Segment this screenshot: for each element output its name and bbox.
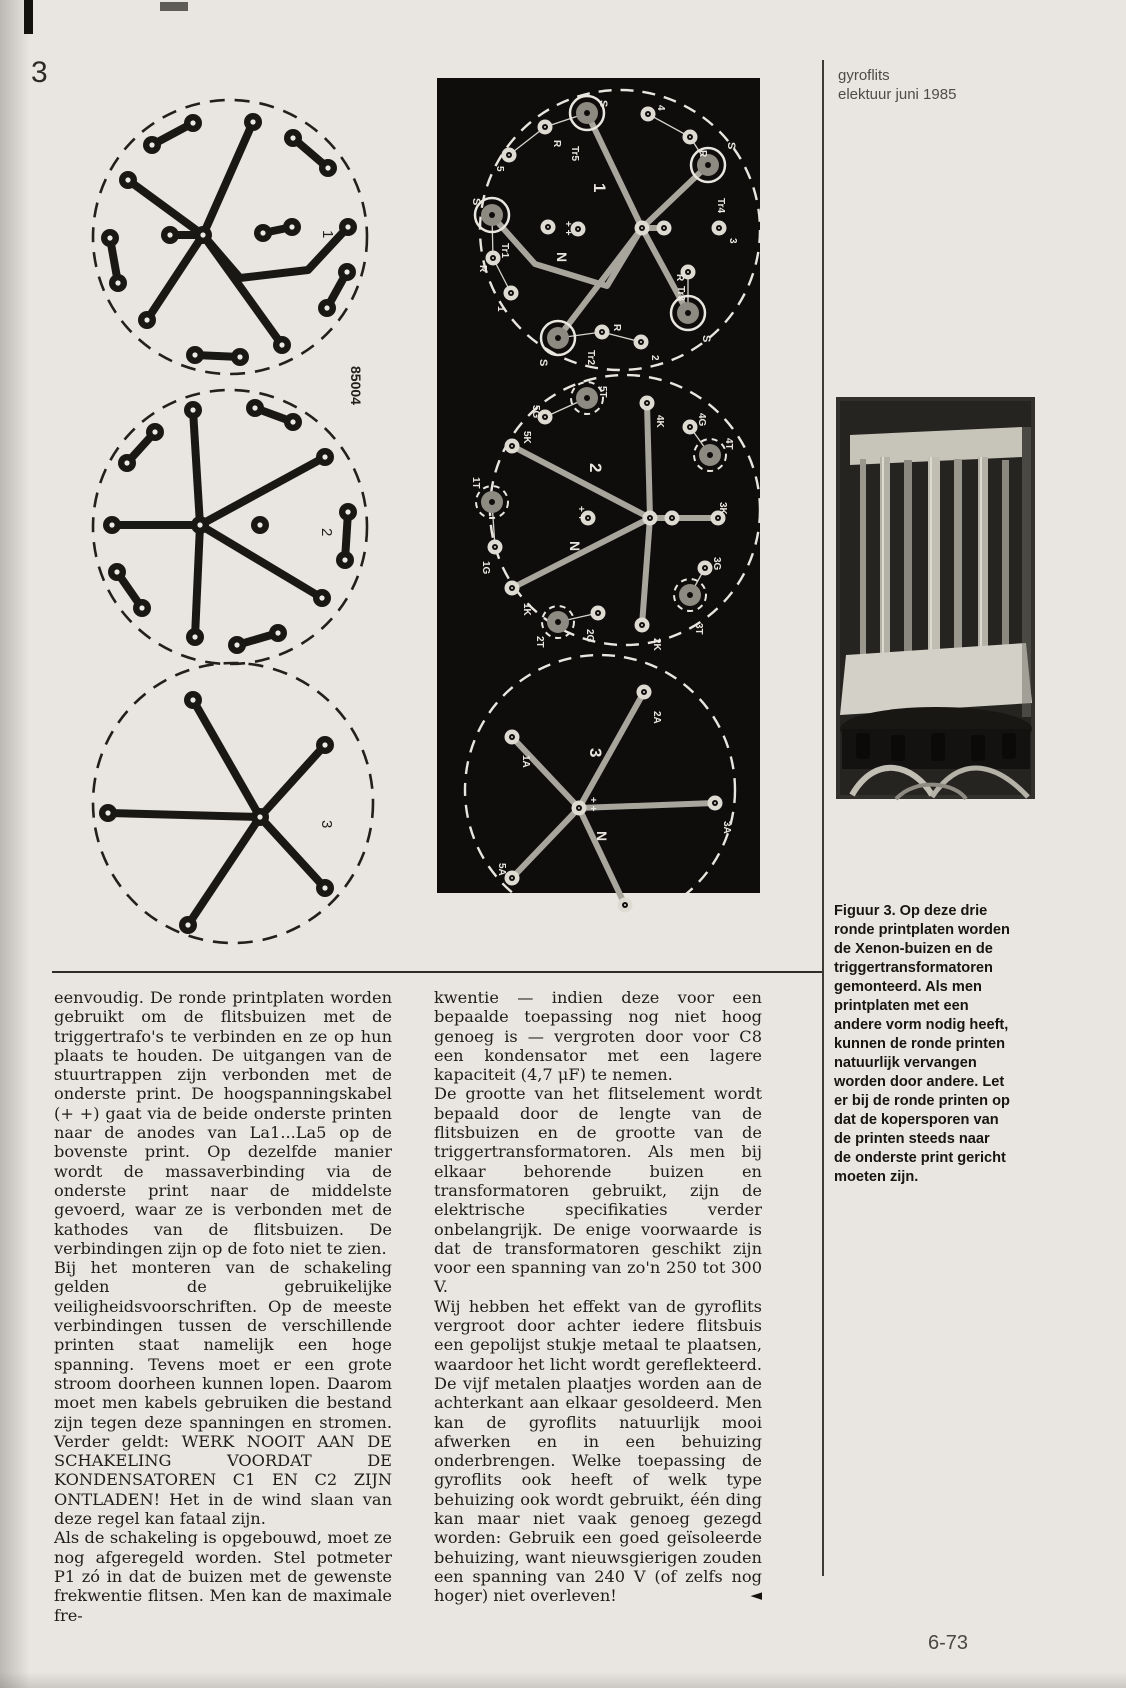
pcb-label: 85004 xyxy=(348,366,364,405)
pcb-label: 1 xyxy=(495,306,506,312)
scan-edge-shadow-bottom xyxy=(0,1672,1126,1688)
pcb-label: 2A xyxy=(651,711,662,724)
pcb-label: Tr3 xyxy=(675,286,686,302)
page-header xyxy=(838,66,956,104)
pcb-label: S xyxy=(537,359,549,367)
pcb-label: 3 xyxy=(318,820,335,829)
pcb-label: 1 xyxy=(319,230,336,239)
pcb-label: Tr1 xyxy=(499,243,510,259)
pcb-label: R xyxy=(674,274,685,282)
pcb-label: 2T xyxy=(534,636,545,648)
article-column-left xyxy=(54,988,392,1625)
pcb-label: 1T xyxy=(470,477,481,489)
vertical-divider-rule xyxy=(822,60,824,1576)
pcb-component-layout-photo xyxy=(437,78,760,906)
article-paragraph: eenvoudig. De ronde printplaten worden gebruikt om de flitsbuizen met de triggertrafo's te verbinden en ze op hun plaats te houden. De uitgangen van de stuurtrappen zijn verbonden met de onderste print. De hoogspanningskabel (+ +) gaat via de beide onderste printen naar de anodes van La1...La5 op de bovenste print. Op dezelfde manier wordt de massaverbinding via de onderste print naar de middelste gevoerd, waar ze is verbonden met de kathodes van de flitsbuizen. De verbindingen zijn op de foto niet te zien. xyxy=(54,988,392,1258)
pcb-label: + + xyxy=(575,506,586,521)
pcb-label: 4 xyxy=(655,105,666,111)
pcb-label: S xyxy=(597,100,609,108)
pcb-label: 2K xyxy=(651,638,662,651)
pcb-label: 2 xyxy=(649,355,660,361)
pcb-label: S xyxy=(725,142,737,150)
pcb-label: 5T xyxy=(597,386,608,398)
pcb-label: 2 xyxy=(586,463,605,473)
pcb-label: 5G xyxy=(530,405,541,419)
pcb-label: 1G xyxy=(480,561,491,575)
pcb-label: 4A xyxy=(633,893,644,906)
pcb-label: S xyxy=(700,335,712,343)
pcb-label: 3 xyxy=(586,748,605,758)
pcb-copper-layout-figure xyxy=(52,66,394,940)
pcb-label: + + xyxy=(587,797,598,812)
article-column-middle xyxy=(434,988,762,1606)
assembled-gyroflits-photo xyxy=(836,397,1035,799)
pcb-label: S xyxy=(470,198,482,206)
pcb-label: 2 xyxy=(318,528,335,537)
article-paragraph: Wij hebben het effekt van de gyroflits vergroot door achter iedere flitsbuis een gepolijst stukje metaal te plaatsen, waardoor het licht wordt gereflekteerd. De vijf metalen plaatjes worden aan de achterkant aan elkaar gesoldeerd. Men kan de gyroflits natuurlijk mooi afwerken en in een behuizing onderbrengen. Welke toepassing de gyroflits ook heeft of welk type behuizing ook wordt gebruikt, één ding kan maar niet vaak genoeg gezegd worden: Gebruik een goed geïsoleerde behuizing, want nieuwsgierigen zouden een spanning van 240 V (of zelfs nog hoger) niet overleven! ◄ xyxy=(434,1296,762,1606)
pcb-label: N xyxy=(567,541,583,552)
pcb-label: 1K xyxy=(521,603,532,616)
pcb-label: 2G xyxy=(584,629,595,643)
pcb-label: 3K xyxy=(717,502,728,515)
pcb-label: 3 xyxy=(727,238,738,244)
print-registration-mark xyxy=(160,2,188,11)
pcb-label: + + xyxy=(562,221,573,236)
pcb-label: 4G xyxy=(696,413,707,427)
figure3-caption: Figuur 3. Op deze drie ronde printplaten worden de Xenon-buizen en de triggertransformatoren gemonteerd. Als men printplaten met een andere vorm nodig heeft, kunnen de ronde printen natuurlijk vervangen worden door andere. Let er bij de ronde printen op dat de kopersporen van de printen steeds naar de onderste print gericht moeten zijn. xyxy=(834,903,1010,1185)
pcb-label: 4K xyxy=(654,415,665,428)
pcb-label: N xyxy=(594,831,610,842)
pcb-label: Tr4 xyxy=(715,198,726,214)
page-number-bottom: 6-73 xyxy=(928,1632,969,1654)
pcb-label: N xyxy=(554,252,570,263)
pcb-label: R xyxy=(477,265,488,273)
pcb-label: R xyxy=(697,150,708,158)
pcb-label: 5K xyxy=(521,431,532,444)
article-paragraph: De grootte van het flitselement wordt bepaald door de lengte van de flitsbuizen en de grootte van de triggertransformatoren. Als men bij elkaar behorende buizen en transformatoren gebruikt, zijn de elektrische specifikaties verder onbelangrijk. De enige voorwaarde is dat de transformatoren geschikt zijn voor een spanning van zo'n 250 tot 300 V. xyxy=(434,1084,762,1297)
end-of-article-marker: ◄ xyxy=(750,1586,762,1605)
header-issue: elektuur juni 1985 xyxy=(838,86,957,103)
page-number-top: 3 xyxy=(31,56,49,89)
print-registration-mark xyxy=(24,0,33,34)
pcb-label: Tr5 xyxy=(569,146,580,162)
pcb-label: 1 xyxy=(590,183,609,193)
pcb-label: 4T xyxy=(723,438,734,450)
pcb-label: 1A xyxy=(520,755,531,768)
pcb-label: 3G xyxy=(711,557,722,571)
article-paragraph: Bij het monteren van de schakeling gelden de gebruikelijke veiligheidsvoorschriften. Op de meeste verbindingen tussen de verschillende printen staat namelijk een hoge spanning. Tevens moet er een grote stroom doorheen kunnen lopen. Daarom moet men kabels gebruiken die bestand zijn tegen deze spanningen en stromen. Verder geldt: WERK NOOIT AAN DE SCHAKELING VOORDAT DE KONDENSATOREN C1 EN C2 ZIJN ONTLADEN! Het in de wind slaan van deze regel kan fataal zijn. xyxy=(54,1258,392,1529)
article-paragraph: kwentie — indien deze voor een bepaalde toepassing nog niet hoog genoeg is — vergroten door voor C8 een kondensator met een lagere kapaciteit (4,7 μF) te nemen. xyxy=(434,988,762,1085)
scan-edge-shadow xyxy=(0,0,30,1688)
article-paragraph: Als de schakeling is opgebouwd, moet ze nog afgeregeld worden. Stel potmeter P1 zó in dat de buizen met de gewenste frekwentie flitsen. Men kan de maximale fre- xyxy=(54,1528,392,1625)
pcb-label: 3A xyxy=(721,821,732,834)
pcb-label: R xyxy=(551,140,562,148)
pcb-label: Tr2 xyxy=(585,350,596,366)
pcb-label: R xyxy=(611,324,622,332)
header-title: gyroflits xyxy=(838,67,890,84)
pcb-label: 3T xyxy=(693,623,704,635)
horizontal-divider-rule xyxy=(52,971,822,973)
pcb-label: 5 xyxy=(494,166,505,172)
pcb-label: 5A xyxy=(496,863,507,876)
